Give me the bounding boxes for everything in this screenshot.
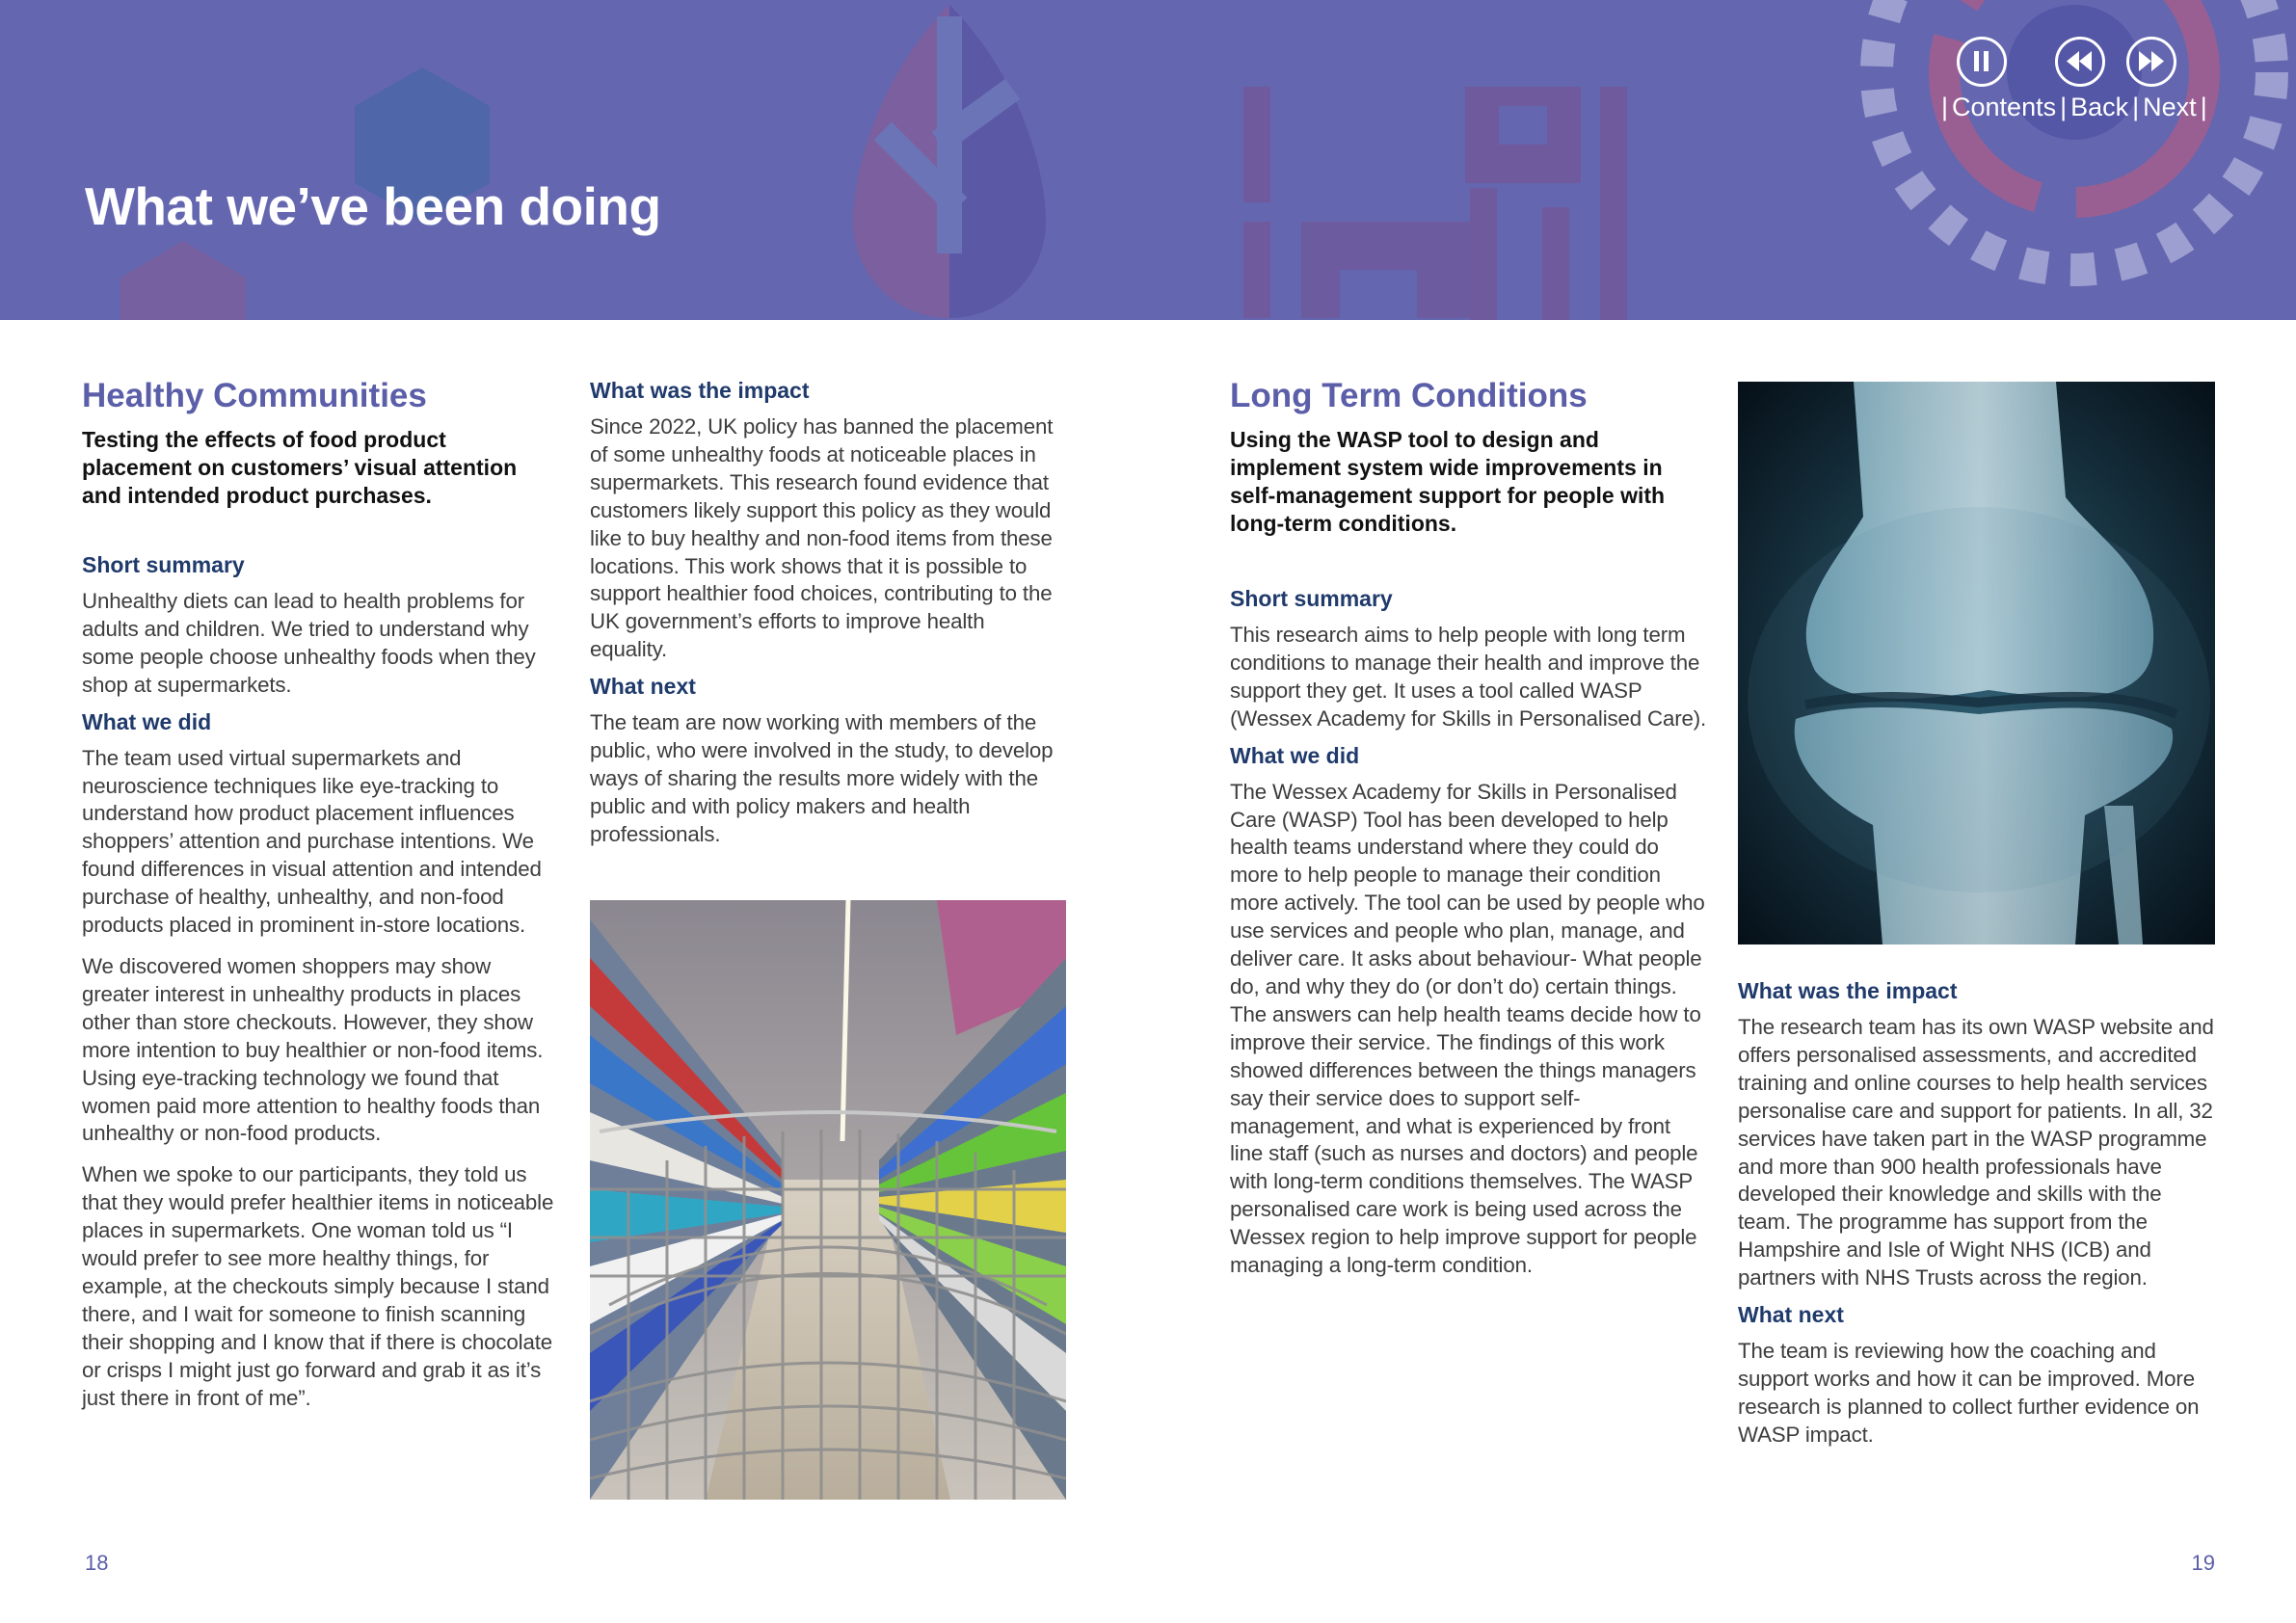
header-banner [0, 0, 2296, 320]
healthy-communities-title: Healthy Communities [82, 377, 427, 414]
healthy-communities-column-2 [590, 376, 1067, 863]
healthy-communities-subtitle: Testing the effects of food product placement on customers’ visual attention and intended product purchases. [82, 427, 518, 508]
page-title: What we’ve been doing [85, 176, 661, 236]
nav-separator: | [2200, 93, 2207, 121]
what-next-text: The team are now working with members of the public, who were involved in the study, to develop ways of sharing the results more widely with the public and with policy makers and health professionals. [590, 710, 1054, 846]
what-next-heading: What next [590, 674, 696, 700]
page-number-right: 19 [2191, 1551, 2215, 1575]
nav-separator: | [2132, 93, 2140, 121]
what-we-did-paragraph: When we spoke to our participants, they told us that they would prefer healthier items in noticeable places in supermarkets. One woman told us “I would prefer to see more healthy things, for example, at the checkouts simply because I stand there, and I wait for someone to finish scanning their shopping and I know that if there is chocolate or crisps I might just go forward and grab it as it’s just there in front of me”. [82, 1162, 554, 1410]
what-we-did-paragraph: The team used virtual supermarkets and neuroscience techniques like eye-tracking to understand how product placement influences shoppers’ attention and purchase intentions. We found differences in visual attention and intended purchase of healthy, unhealthy, and non-food products placed in prominent in-store locations. [82, 745, 542, 938]
what-we-did-paragraph: We discovered women shoppers may show greater interest in unhealthy products in places other than store checkouts. However, they show more intention to buy healthier or non-food items. Using eye-tracking technology we found that women paid more attention to healthy foods than unhealthy or non-food products. [82, 953, 544, 1146]
long-term-conditions-subtitle: Using the WASP tool to design and implement system wide improvements in self-management support for people with long-term conditions. [1230, 427, 1666, 536]
fast-forward-button[interactable] [2126, 37, 2176, 87]
long-term-conditions-title: Long Term Conditions [1230, 377, 1588, 414]
short-summary-text: This research aims to help people with long term conditions to manage their health and improve the support they get. It uses a tool called WASP (Wessex Academy for Skills in Personalised Care). [1230, 623, 1707, 731]
rewind-icon [2058, 40, 2101, 83]
long-term-conditions-column-2 [1738, 976, 2215, 1463]
fast-forward-icon [2129, 40, 2173, 83]
rewind-button[interactable] [2055, 37, 2105, 87]
healthy-communities-column-1 [82, 376, 559, 1425]
what-we-did-heading: What we did [82, 708, 212, 734]
impact-text: Since 2022, UK policy has banned the placement of some unhealthy foods at noticeable places in supermarkets. This research found evidence that customers likely support this policy as they would like to buy healthy and non-food items from these locations. This work shows that it is possible to support healthier food choices, contributing to the UK government’s efforts to improve health equality. [590, 414, 1054, 662]
short-summary-heading: Short summary [82, 552, 245, 577]
short-summary-heading: Short summary [1230, 586, 1393, 611]
supermarket-trolley-photo [590, 900, 1066, 1500]
impact-heading: What was the impact [590, 378, 810, 403]
pause-icon [1960, 40, 2003, 83]
knee-xray-photo [1738, 382, 2215, 945]
page-number-left: 18 [85, 1551, 109, 1575]
impact-text: The research team has its own WASP website and offers personalised assessments, and accredited training and online courses to help health services personalise care and support for patients. In all, 32 services have taken part in the WASP programme and more than 900 health professionals have developed their knowledge and skills with the team. The programme has support from the Hampshire and Isle of Wight NHS (ICB) and partners with NHS Trusts across the region. [1738, 1015, 2214, 1290]
pause-button[interactable] [1957, 37, 2007, 87]
nav-links [1937, 93, 2217, 122]
back-link[interactable]: Back [2070, 93, 2129, 121]
long-term-conditions-column-1 [1230, 376, 1707, 1293]
what-we-did-text: The Wessex Academy for Skills in Personalised Care (WASP) Tool has been developed to help health teams understand where they could do more to help people to manage their condition more actively. The tool can be used by people who use services and people who plan, manage, and deliver care. It asks about behaviour- What people do, and why they do (or don’t do) certain things. The answers can help health teams decide how to improve their service. The findings of this work showed differences between the things managers say their service does to support self-management, and what is experienced by front line staff (such as nurses and doctors) and people with long-term conditions themselves. The WASP personalised care work is being used across the Wessex region to help improve support for people managing a long-term condition. [1230, 779, 1705, 1278]
what-next-heading: What next [1738, 1302, 1844, 1328]
contents-link[interactable]: Contents [1952, 93, 2057, 121]
next-link[interactable]: Next [2143, 93, 2197, 121]
short-summary-text: Unhealthy diets can lead to health problems for adults and children. We tried to understand why some people choose unhealthy foods when they shop at supermarkets. [82, 589, 536, 697]
what-we-did-heading: What we did [1230, 742, 1360, 768]
nav-separator: | [1941, 93, 1949, 121]
what-next-text: The team is reviewing how the coaching and support works and how it can be improved. More research is planned to collect further evidence on WASP impact. [1738, 1339, 2200, 1447]
navigation-controls [1937, 37, 2217, 133]
nav-separator: | [2060, 93, 2068, 121]
impact-heading: What was the impact [1738, 978, 1958, 1003]
